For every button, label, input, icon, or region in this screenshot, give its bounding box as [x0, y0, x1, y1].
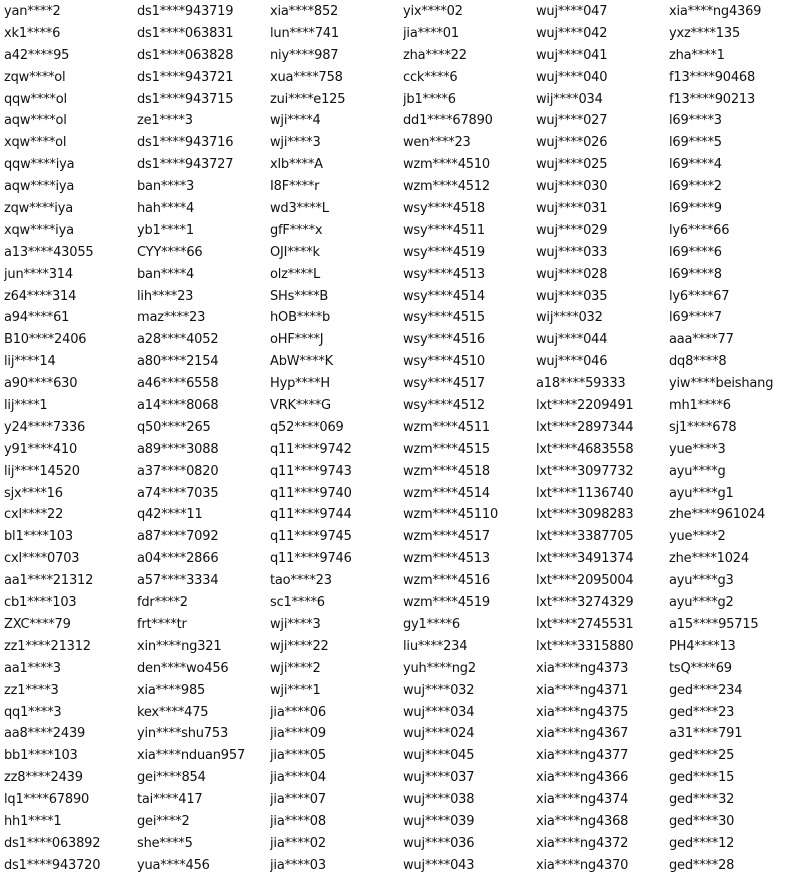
account-entry: I8F****r — [270, 179, 320, 195]
account-entry: a42****95 — [4, 47, 70, 63]
account-entry: zqw****iya — [4, 201, 73, 217]
account-entry: wsy****4517 — [403, 376, 485, 392]
account-entry: wuj****038 — [403, 792, 475, 808]
account-entry: a87****7092 — [137, 529, 219, 545]
account-entry: ds1****943715 — [137, 91, 234, 107]
account-entry: q11****9743 — [270, 463, 352, 479]
account-entry: ged****32 — [669, 792, 735, 808]
account-entry: yiw****beishang — [669, 376, 774, 392]
account-entry: zha****22 — [403, 47, 467, 63]
account-entry: hOB****b — [270, 310, 331, 326]
account-entry: wen****23 — [403, 135, 471, 151]
account-entry: ged****25 — [669, 748, 735, 764]
account-entry: jia****01 — [403, 25, 459, 41]
account-entry: f13****90468 — [669, 69, 756, 85]
account-entry: xia****ng4371 — [536, 682, 629, 698]
account-entry: lij****1 — [4, 398, 48, 414]
account-entry: jia****04 — [270, 770, 326, 786]
account-entry: ly6****66 — [669, 222, 730, 238]
account-entry: wji****22 — [270, 638, 329, 654]
account-entry: a89****3088 — [137, 441, 219, 457]
account-entry: wsy****4519 — [403, 244, 485, 260]
account-entry: wuj****028 — [536, 266, 608, 282]
account-entry: l69****8 — [669, 266, 722, 282]
account-entry: yuh****ng2 — [403, 660, 476, 676]
account-entry: wzm****4512 — [403, 179, 491, 195]
account-entry: wuj****043 — [403, 857, 475, 873]
account-entry: tai****417 — [137, 792, 203, 808]
account-entry: wij****032 — [536, 310, 603, 326]
account-entry: yin****shu753 — [137, 726, 229, 742]
account-entry: cb1****103 — [4, 595, 77, 611]
account-entry: gfF****x — [270, 222, 323, 238]
account-entry: xia****ng4366 — [536, 770, 629, 786]
account-entry: wzm****45110 — [403, 507, 499, 523]
account-entry: lij****14520 — [4, 463, 80, 479]
account-entry: xia****ng4368 — [536, 813, 629, 829]
account-entry: wsy****4513 — [403, 266, 485, 282]
account-entry: den****wo456 — [137, 660, 229, 676]
account-entry: wuj****030 — [536, 179, 608, 195]
account-entry: lxt****1136740 — [536, 485, 634, 501]
account-entry: xlb****A — [270, 157, 323, 173]
account-entry: ds1****943720 — [4, 857, 101, 873]
account-entry: gy1****6 — [403, 616, 460, 632]
account-entry: wzm****4513 — [403, 551, 491, 567]
account-entry: B10****2406 — [4, 332, 87, 348]
account-entry: q11****9740 — [270, 485, 352, 501]
account-entry: PH4****13 — [669, 638, 736, 654]
account-entry: cxl****22 — [4, 507, 64, 523]
account-entry: jia****06 — [270, 704, 326, 720]
account-entry: lq1****67890 — [4, 792, 90, 808]
account-entry: yan****2 — [4, 4, 61, 19]
account-entry: sjx****16 — [4, 485, 63, 501]
account-entry: VRK****G — [270, 398, 331, 414]
account-entry: zha****1 — [669, 47, 725, 63]
account-entry: wuj****031 — [536, 201, 608, 217]
account-entry: wzm****4519 — [403, 595, 491, 611]
account-entry: ged****12 — [669, 835, 735, 851]
account-entry: yxz****135 — [669, 25, 741, 41]
account-entry: lxt****4683558 — [536, 441, 634, 457]
account-entry: lxt****3097732 — [536, 463, 634, 479]
account-entry: wuj****026 — [536, 135, 608, 151]
account-entry: xia****ng4377 — [536, 748, 629, 764]
account-entry: fdr****2 — [137, 595, 188, 611]
account-entry: q11****9745 — [270, 529, 352, 545]
account-entry: lij****14 — [4, 354, 56, 370]
account-entry: wuj****035 — [536, 288, 608, 304]
account-entry: wsy****4515 — [403, 310, 485, 326]
account-entry: aa1****3 — [4, 660, 61, 676]
account-entry: wzm****4517 — [403, 529, 491, 545]
account-entry: xia****ng4369 — [669, 4, 762, 19]
account-entry: bl1****103 — [4, 529, 73, 545]
account-entry: ds1****943727 — [137, 157, 234, 173]
account-entry: jia****02 — [270, 835, 326, 851]
account-entry: aa1****21312 — [4, 573, 94, 589]
account-entry: zhe****1024 — [669, 551, 749, 567]
account-entry: zz1****21312 — [4, 638, 91, 654]
account-entry: l69****3 — [669, 113, 722, 129]
account-entry: xia****ng4372 — [536, 835, 629, 851]
account-entry: wji****3 — [270, 135, 321, 151]
account-entry: wuj****037 — [403, 770, 475, 786]
account-entry: y91****410 — [4, 441, 78, 457]
account-entry: wji****2 — [270, 660, 321, 676]
account-entry: lxt****2745531 — [536, 616, 634, 632]
account-entry: wuj****036 — [403, 835, 475, 851]
account-entry: wij****034 — [536, 91, 603, 107]
account-entry: l69****4 — [669, 157, 722, 173]
account-entry: yix****02 — [403, 4, 463, 19]
account-entry: wsy****4518 — [403, 201, 485, 217]
account-entry: xia****nduan957 — [137, 748, 246, 764]
account-entry: a13****43055 — [4, 244, 94, 260]
account-entry: wuj****033 — [536, 244, 608, 260]
account-entry: xin****ng321 — [137, 638, 222, 654]
account-column — [536, 1, 670, 877]
account-entry: wuj****042 — [536, 25, 608, 41]
account-entry: xia****852 — [270, 4, 339, 19]
account-entry: hah****4 — [137, 201, 195, 217]
account-entry: q52****069 — [270, 419, 344, 435]
account-entry: wuj****032 — [403, 682, 475, 698]
account-entry: wuj****047 — [536, 4, 608, 19]
account-entry: wzm****4511 — [403, 419, 491, 435]
account-entry: a31****791 — [669, 726, 743, 742]
account-column — [270, 1, 404, 877]
account-entry: oHF****J — [270, 332, 324, 348]
account-entry: xua****758 — [270, 69, 343, 85]
account-entry: zz8****2439 — [4, 770, 83, 786]
account-entry: xia****ng4367 — [536, 726, 629, 742]
account-entry: ZXC****79 — [4, 616, 71, 632]
account-entry: liu****234 — [403, 638, 468, 654]
account-entry: frt****tr — [137, 616, 187, 632]
account-entry: tao****23 — [270, 573, 332, 589]
account-entry: wzm****4515 — [403, 441, 491, 457]
account-entry: ayu****g3 — [669, 573, 734, 589]
account-entry: a90****630 — [4, 376, 78, 392]
account-entry: ged****15 — [669, 770, 735, 786]
account-entry: lxt****3098283 — [536, 507, 634, 523]
account-entry: gei****854 — [137, 770, 206, 786]
account-entry: a37****0820 — [137, 463, 219, 479]
account-entry: zui****e125 — [270, 91, 346, 107]
account-column — [4, 1, 138, 877]
account-entry: ged****30 — [669, 813, 735, 829]
account-entry: OJI****k — [270, 244, 320, 260]
account-entry: ds1****943721 — [137, 69, 234, 85]
account-entry: cck****6 — [403, 69, 458, 85]
account-entry: wji****4 — [270, 113, 321, 129]
account-entry: q50****265 — [137, 419, 211, 435]
account-entry: tsQ****69 — [669, 660, 732, 676]
account-entry: a80****2154 — [137, 354, 219, 370]
account-entry: l69****6 — [669, 244, 722, 260]
account-entry: ban****3 — [137, 179, 195, 195]
account-entry: aaa****77 — [669, 332, 734, 348]
account-entry: l69****9 — [669, 201, 722, 217]
account-entry: dd1****67890 — [403, 113, 493, 129]
account-entry: dq8****8 — [669, 354, 727, 370]
account-entry: jia****03 — [270, 857, 326, 873]
account-entry: ze1****3 — [137, 113, 193, 129]
account-entry: a57****3334 — [137, 573, 219, 589]
account-entry: wuj****046 — [536, 354, 608, 370]
account-entry: wuj****034 — [403, 704, 475, 720]
account-entry: wd3****L — [270, 201, 329, 217]
account-entry: jia****07 — [270, 792, 326, 808]
account-entry: a04****2866 — [137, 551, 219, 567]
account-column — [669, 1, 799, 877]
account-entry: ged****23 — [669, 704, 735, 720]
account-entry: lxt****2209491 — [536, 398, 634, 414]
account-entry: xia****985 — [137, 682, 206, 698]
account-entry: xia****ng4370 — [536, 857, 629, 873]
account-entry: lxt****3491374 — [536, 551, 634, 567]
account-entry: yb1****1 — [137, 222, 194, 238]
account-entry: l69****7 — [669, 310, 722, 326]
account-entry: jia****09 — [270, 726, 326, 742]
account-entry: xia****ng4374 — [536, 792, 629, 808]
account-entry: sj1****678 — [669, 419, 737, 435]
account-entry: wji****3 — [270, 616, 321, 632]
account-entry: wsy****4512 — [403, 398, 485, 414]
account-entry: yue****2 — [669, 529, 726, 545]
account-entry: AbW****K — [270, 354, 333, 370]
account-entry: y24****7336 — [4, 419, 86, 435]
account-entry: ayu****g2 — [669, 595, 734, 611]
account-entry: wuj****044 — [536, 332, 608, 348]
account-entry: lxt****2897344 — [536, 419, 634, 435]
account-entry: xia****ng4375 — [536, 704, 629, 720]
account-entry: wuj****025 — [536, 157, 608, 173]
account-entry: wzm****4510 — [403, 157, 491, 173]
account-entry: a15****95715 — [669, 616, 759, 632]
account-entry: she****5 — [137, 835, 193, 851]
account-entry: ayu****g1 — [669, 485, 734, 501]
account-entry: xqw****iya — [4, 222, 74, 238]
account-entry: lxt****3387705 — [536, 529, 634, 545]
account-entry: lxt****2095004 — [536, 573, 634, 589]
account-entry: wuj****041 — [536, 47, 608, 63]
account-entry: SHs****B — [270, 288, 329, 304]
account-entry: a28****4052 — [137, 332, 219, 348]
account-entry: jia****05 — [270, 748, 326, 764]
account-entry: wsy****4514 — [403, 288, 485, 304]
account-entry: a14****8068 — [137, 398, 219, 414]
account-entry: a18****59333 — [536, 376, 626, 392]
account-entry: jb1****6 — [403, 91, 456, 107]
account-entry: qq1****3 — [4, 704, 62, 720]
account-entry: wuj****024 — [403, 726, 475, 742]
account-entry: lun****741 — [270, 25, 339, 41]
account-column — [403, 1, 537, 877]
account-entry: xk1****6 — [4, 25, 61, 41]
account-entry: aqw****ol — [4, 113, 67, 129]
account-entry: ds1****063831 — [137, 25, 234, 41]
account-entry: ds1****063828 — [137, 47, 234, 63]
account-entry: sc1****6 — [270, 595, 325, 611]
account-entry: yua****456 — [137, 857, 210, 873]
account-entry: ds1****943719 — [137, 4, 234, 19]
account-entry: yue****3 — [669, 441, 726, 457]
account-entry: wzm****4516 — [403, 573, 491, 589]
account-entry: mh1****6 — [669, 398, 731, 414]
account-entry: ly6****67 — [669, 288, 730, 304]
account-entry: q42****11 — [137, 507, 203, 523]
account-entry: q11****9742 — [270, 441, 352, 457]
account-entry: wuj****045 — [403, 748, 475, 764]
account-entry: cxl****0703 — [4, 551, 80, 567]
account-entry: bb1****103 — [4, 748, 78, 764]
account-entry: niy****987 — [270, 47, 339, 63]
account-entry: wuj****040 — [536, 69, 608, 85]
account-entry: jia****08 — [270, 813, 326, 829]
account-entry: ged****28 — [669, 857, 735, 873]
account-entry: zhe****961024 — [669, 507, 766, 523]
account-entry: l69****2 — [669, 179, 722, 195]
account-entry: maz****23 — [137, 310, 206, 326]
account-entry: q11****9746 — [270, 551, 352, 567]
account-entry: kex****475 — [137, 704, 209, 720]
account-entry: a94****61 — [4, 310, 70, 326]
account-entry: xqw****ol — [4, 135, 67, 151]
account-entry: lih****23 — [137, 288, 194, 304]
account-entry: CYY****66 — [137, 244, 203, 260]
account-entry: qqw****ol — [4, 91, 67, 107]
account-entry: a46****6558 — [137, 376, 219, 392]
account-entry: wsy****4511 — [403, 222, 485, 238]
account-entry: wsy****4510 — [403, 354, 485, 370]
account-entry: lxt****3274329 — [536, 595, 634, 611]
account-entry: z64****314 — [4, 288, 77, 304]
account-entry: hh1****1 — [4, 813, 62, 829]
account-entry: ban****4 — [137, 266, 195, 282]
account-entry: Hyp****H — [270, 376, 330, 392]
account-entry: zqw****ol — [4, 69, 66, 85]
account-entry: aa8****2439 — [4, 726, 86, 742]
account-entry: xia****ng4373 — [536, 660, 629, 676]
account-entry: wuj****027 — [536, 113, 608, 129]
account-entry: wzm****4514 — [403, 485, 491, 501]
account-entry: wsy****4516 — [403, 332, 485, 348]
account-entry: ayu****g — [669, 463, 726, 479]
account-entry: qqw****iya — [4, 157, 75, 173]
account-entry: wuj****039 — [403, 813, 475, 829]
account-entry: ged****234 — [669, 682, 743, 698]
account-entry: olz****L — [270, 266, 321, 282]
account-entry: l69****5 — [669, 135, 722, 151]
account-entry: lxt****3315880 — [536, 638, 634, 654]
account-entry: f13****90213 — [669, 91, 756, 107]
account-entry: wji****1 — [270, 682, 321, 698]
account-entry: gei****2 — [137, 813, 190, 829]
account-entry: ds1****063892 — [4, 835, 101, 851]
account-entry: q11****9744 — [270, 507, 352, 523]
account-entry: zz1****3 — [4, 682, 59, 698]
account-entry: aqw****iya — [4, 179, 75, 195]
account-entry: ds1****943716 — [137, 135, 234, 151]
account-entry: a74****7035 — [137, 485, 219, 501]
account-entry: jun****314 — [4, 266, 73, 282]
account-entry: wzm****4518 — [403, 463, 491, 479]
account-column — [137, 1, 271, 877]
account-entry: wuj****029 — [536, 222, 608, 238]
